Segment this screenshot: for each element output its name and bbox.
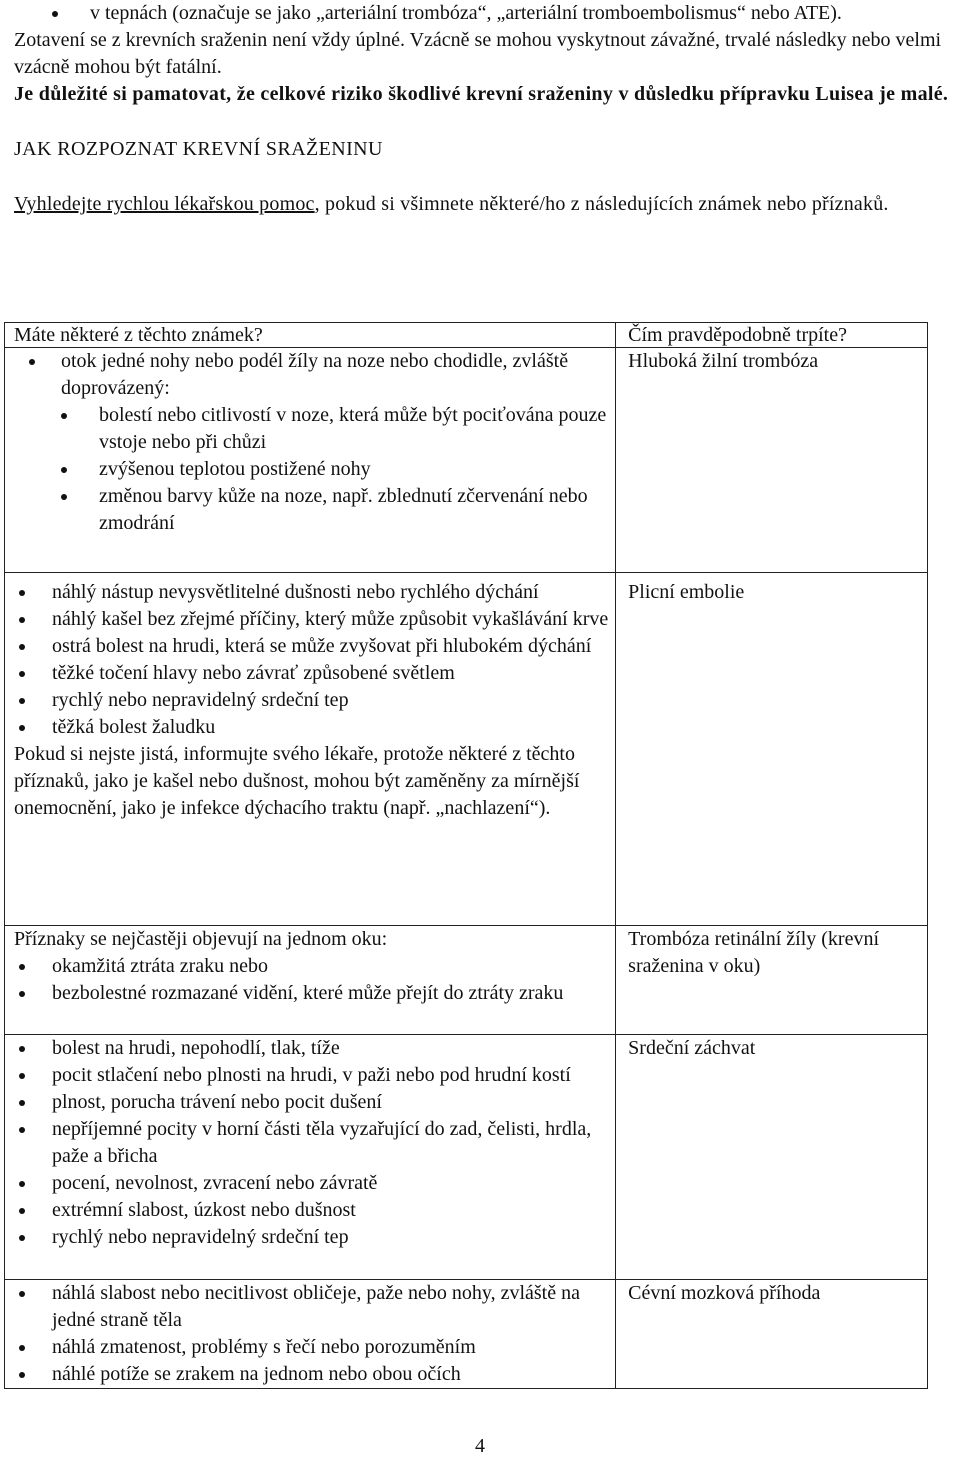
list-item: plnost, porucha trávení nebo pocit dušení: [14, 1089, 615, 1116]
table-header-row: [5, 323, 928, 348]
list-item: rychlý nebo nepravidelný srdeční tep: [14, 687, 615, 714]
list-item: těžká bolest žaludku: [14, 714, 615, 741]
list-item: pocit stlačení nebo plnosti na hrudi, v paži nebo pod hrudní kostí: [14, 1062, 615, 1089]
row-lead: Příznaky se nejčastěji objevují na jednom oku:: [14, 928, 388, 950]
condition-cell: Srdeční záchvat: [616, 1035, 928, 1280]
list-item: těžké točení hlavy nebo závrať způsobené světlem: [14, 660, 615, 687]
list-item: bolestí nebo citlivostí v noze, která může být pociťována pouze vstoje nebo při chůzi: [61, 402, 615, 456]
table-row: [5, 1035, 928, 1280]
list-item: [14, 348, 615, 537]
list-item: náhlá slabost nebo necitlivost obličeje, paže nebo nohy, zvláště na jedné straně těla: [14, 1280, 615, 1334]
signs-cell: [5, 348, 616, 573]
risk-warning: Je důležité si pamatovat, že celkové riziko škodlivé krevní sraženiny v důsledku přípravku Luisea je malé.: [14, 83, 949, 105]
list-item-text: otok jedné nohy nebo podél žíly na noze nebo chodidle, zvláště doprovázený:: [61, 350, 569, 399]
lead-underlined: Vyhledejte rychlou lékařskou pomoc: [14, 193, 315, 215]
recovery-paragraph: Zotavení se z krevních sraženin není vždy úplné. Vzácně se mohou vyskytnout závažné, trvalé následky nebo velmi vzácně mohou být fatální.: [14, 29, 942, 78]
symptoms-table: [4, 322, 928, 1389]
condition-cell: Cévní mozková příhoda: [616, 1280, 928, 1389]
list-item: náhlé potíže se zrakem na jednom nebo obou očích: [14, 1361, 615, 1388]
list-item: okamžitá ztráta zraku nebo: [14, 953, 615, 980]
list-item: náhlý kašel bez zřejmé příčiny, který může způsobit vykašlávání krve: [14, 606, 615, 633]
list-item: ostrá bolest na hrudi, která se může zvyšovat při hlubokém dýchání: [14, 633, 615, 660]
list-item: nepříjemné pocity v horní části těla vyzařující do zad, čelisti, hrdla, paže a břicha: [14, 1116, 615, 1170]
signs-list: [14, 579, 615, 741]
list-item: změnou barvy kůže na noze, např. zblednutí zčervenání nebo zmodrání: [61, 483, 615, 537]
note-paragraph: Pokud si nejste jistá, informujte svého lékaře, protože některé z těchto příznaků, jako je kašel nebo dušnost, mohou být zaměněny za mírnější onemocnění, jako je infekce dýchacího traktu (např. „nachlazení“).: [14, 743, 580, 819]
document-page: [14, 0, 954, 218]
signs-cell: [5, 1280, 616, 1389]
signs-list: [14, 953, 615, 1007]
lead-rest: , pokud si všimnete některé/ho z následujících známek nebo příznaků.: [314, 193, 889, 215]
header-condition: Čím pravděpodobně trpíte?: [616, 323, 928, 348]
signs-cell: [5, 573, 616, 926]
signs-list: [14, 1280, 615, 1388]
list-item: bolest na hrudi, nepohodlí, tlak, tíže: [14, 1035, 615, 1062]
list-item: náhlá zmatenost, problémy s řečí nebo porozuměním: [14, 1334, 615, 1361]
condition-cell: Trombóza retinální žíly (krevní sraženina v oku): [616, 926, 928, 1035]
signs-cell: [5, 1035, 616, 1280]
list-item: extrémní slabost, úzkost nebo dušnost: [14, 1197, 615, 1224]
intro-bullet-list: [14, 0, 954, 27]
signs-cell: [5, 926, 616, 1035]
section-lead: [14, 191, 954, 218]
list-item: zvýšenou teplotou postižené nohy: [61, 456, 615, 483]
list-item: pocení, nevolnost, zvracení nebo závratě: [14, 1170, 615, 1197]
signs-list: [14, 348, 615, 537]
table-row: [5, 926, 928, 1035]
sub-signs-list: [61, 402, 615, 537]
list-item: v tepnách (označuje se jako „arteriální trombóza“, „arteriální tromboembolismus“ nebo ATE).: [14, 0, 954, 27]
condition-cell: Plicní embolie: [616, 573, 928, 926]
list-item: náhlý nástup nevysvětlitelné dušnosti nebo rychlého dýchání: [14, 579, 615, 606]
page-number: 4: [475, 1435, 485, 1457]
table-row: [5, 348, 928, 573]
section-heading: JAK ROZPOZNAT KREVNÍ SRAŽENINU: [14, 138, 383, 160]
table-row: [5, 1280, 928, 1389]
table-row: [5, 573, 928, 926]
signs-list: [14, 1035, 615, 1251]
list-item: bezbolestné rozmazané vidění, které může přejít do ztráty zraku: [14, 980, 615, 1007]
condition-cell: Hluboká žilní trombóza: [616, 348, 928, 573]
list-item: rychlý nebo nepravidelný srdeční tep: [14, 1224, 615, 1251]
header-signs: Máte některé z těchto známek?: [5, 323, 616, 348]
